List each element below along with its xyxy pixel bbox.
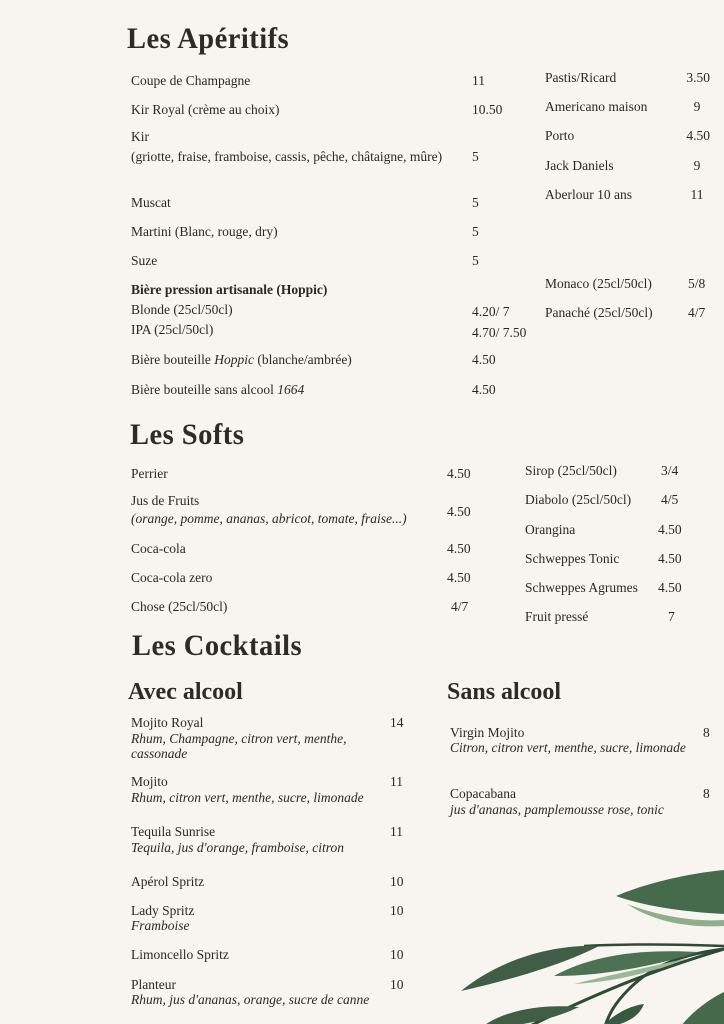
item-price: 9 <box>693 99 701 114</box>
item-name: Sirop (25cl/50cl) <box>525 463 617 478</box>
item-price: 4.70/ 7.50 <box>472 325 527 340</box>
brand-name: 1664 <box>277 382 305 397</box>
item-detail: cassonade <box>131 746 188 761</box>
item-name: Kir <box>131 129 149 144</box>
item-name: Virgin Mojito <box>450 725 525 740</box>
item-price: 4.50 <box>658 580 682 595</box>
item-name: Muscat <box>131 195 171 210</box>
aperitifs-title: Les Apéritifs <box>127 22 290 55</box>
softs-title: Les Softs <box>130 418 245 451</box>
item-name: IPA (25cl/50cl) <box>131 322 214 337</box>
item-name: Pastis/Ricard <box>545 70 617 85</box>
item-name: Monaco (25cl/50cl) <box>545 276 652 291</box>
item-price: 4.20/ 7 <box>472 304 510 319</box>
leaf-branch-illustration <box>434 854 724 1024</box>
item-price: 4.50 <box>447 570 471 585</box>
item-name: Fruit pressé <box>525 609 589 624</box>
item-price: 4.50 <box>658 551 682 566</box>
item-price: 8 <box>703 786 710 801</box>
item-name: Copacabana <box>450 786 516 801</box>
item-name: Perrier <box>131 466 168 481</box>
item-name: Schweppes Tonic <box>525 551 620 566</box>
item-name: Planteur <box>131 977 176 992</box>
item-name: Jack Daniels <box>545 158 614 173</box>
item-name: Coca-cola <box>131 541 186 556</box>
item-price: 11 <box>690 187 704 202</box>
item-detail: Rhum, citron vert, menthe, sucre, limonade <box>131 790 364 805</box>
item-price: 4/5 <box>661 492 679 507</box>
item-detail: Citron, citron vert, menthe, sucre, limonade <box>450 740 686 755</box>
item-price: 10 <box>390 977 404 992</box>
item-name: Schweppes Agrumes <box>525 580 638 595</box>
item-price: 11 <box>472 73 485 88</box>
item-price: 8 <box>703 725 710 740</box>
item-name: Americano maison <box>545 99 648 114</box>
name-part: Bière bouteille <box>131 352 215 367</box>
item-detail: (griotte, fraise, framboise, cassis, pêche, châtaigne, mûre) <box>131 149 443 164</box>
item-price: 4.50 <box>447 541 471 556</box>
item-name: Limoncello Spritz <box>131 947 229 962</box>
item-name: Orangina <box>525 522 576 537</box>
item-name: Suze <box>131 253 158 268</box>
item-name: Tequila Sunrise <box>131 824 216 839</box>
item-price: 10 <box>390 947 404 962</box>
sans-alcool-title: Sans alcool <box>447 679 562 705</box>
item-price: 5/8 <box>688 276 706 291</box>
avec-alcool-title: Avec alcool <box>128 679 243 705</box>
item-name: Diabolo (25cl/50cl) <box>525 492 632 507</box>
item-name: Coupe de Champagne <box>131 73 251 88</box>
item-detail: Rhum, jus d'ananas, orange, sucre de canne <box>131 992 370 1007</box>
item-name: Porto <box>545 128 575 143</box>
item-price: 3.50 <box>686 70 710 85</box>
item-price: 7 <box>668 609 675 624</box>
item-name: Lady Spritz <box>131 903 195 918</box>
item-price: 5 <box>472 149 479 164</box>
item-price: 9 <box>693 158 701 173</box>
item-price: 4.50 <box>658 522 682 537</box>
item-name <box>131 352 352 368</box>
item-price: 14 <box>390 715 404 730</box>
name-part: Bière bouteille sans alcool <box>131 382 278 397</box>
item-price: 5 <box>472 224 479 239</box>
item-name: Coca-cola zero <box>131 570 213 585</box>
name-part: (blanche/ambrée) <box>253 352 352 367</box>
item-price: 4.50 <box>447 504 471 519</box>
item-price: 3/4 <box>661 463 679 478</box>
item-name: Jus de Fruits <box>131 493 200 508</box>
item-price: 4.50 <box>472 352 496 367</box>
item-price: 5 <box>472 195 479 210</box>
item-name: Blonde (25cl/50cl) <box>131 302 233 317</box>
item-price: 4.50 <box>447 466 471 481</box>
item-price: 4/7 <box>688 305 706 320</box>
item-price: 10 <box>390 903 404 918</box>
item-price: 5 <box>472 253 479 268</box>
brand-name: Hoppic <box>214 352 254 367</box>
item-name: Aberlour 10 ans <box>545 187 632 202</box>
item-name: Apérol Spritz <box>131 874 205 889</box>
item-name: Mojito <box>131 774 168 789</box>
item-name: Martini (Blanc, rouge, dry) <box>131 224 278 239</box>
item-price: 4.50 <box>686 128 710 143</box>
item-name: Chose (25cl/50cl) <box>131 599 228 614</box>
beer-heading: Bière pression artisanale (Hoppic) <box>131 282 328 297</box>
item-detail: Tequila, jus d'orange, framboise, citron <box>131 840 345 855</box>
item-price: 4/7 <box>451 599 469 614</box>
item-price: 11 <box>390 824 403 839</box>
item-price: 11 <box>390 774 403 789</box>
item-name: Kir Royal (crème au choix) <box>131 102 280 117</box>
item-price: 4.50 <box>472 382 496 397</box>
cocktails-title: Les Cocktails <box>132 629 303 662</box>
item-detail: Framboise <box>131 918 190 933</box>
item-name <box>131 382 304 398</box>
item-detail: (orange, pomme, ananas, abricot, tomate, fraise...) <box>131 511 407 526</box>
item-name: Panaché (25cl/50cl) <box>545 305 653 320</box>
item-detail: jus d'ananas, pamplemousse rose, tonic <box>450 802 664 817</box>
item-name: Mojito Royal <box>131 715 204 730</box>
item-price: 10 <box>390 874 404 889</box>
item-price: 10.50 <box>472 102 503 117</box>
item-detail: Rhum, Champagne, citron vert, menthe, <box>131 731 347 746</box>
